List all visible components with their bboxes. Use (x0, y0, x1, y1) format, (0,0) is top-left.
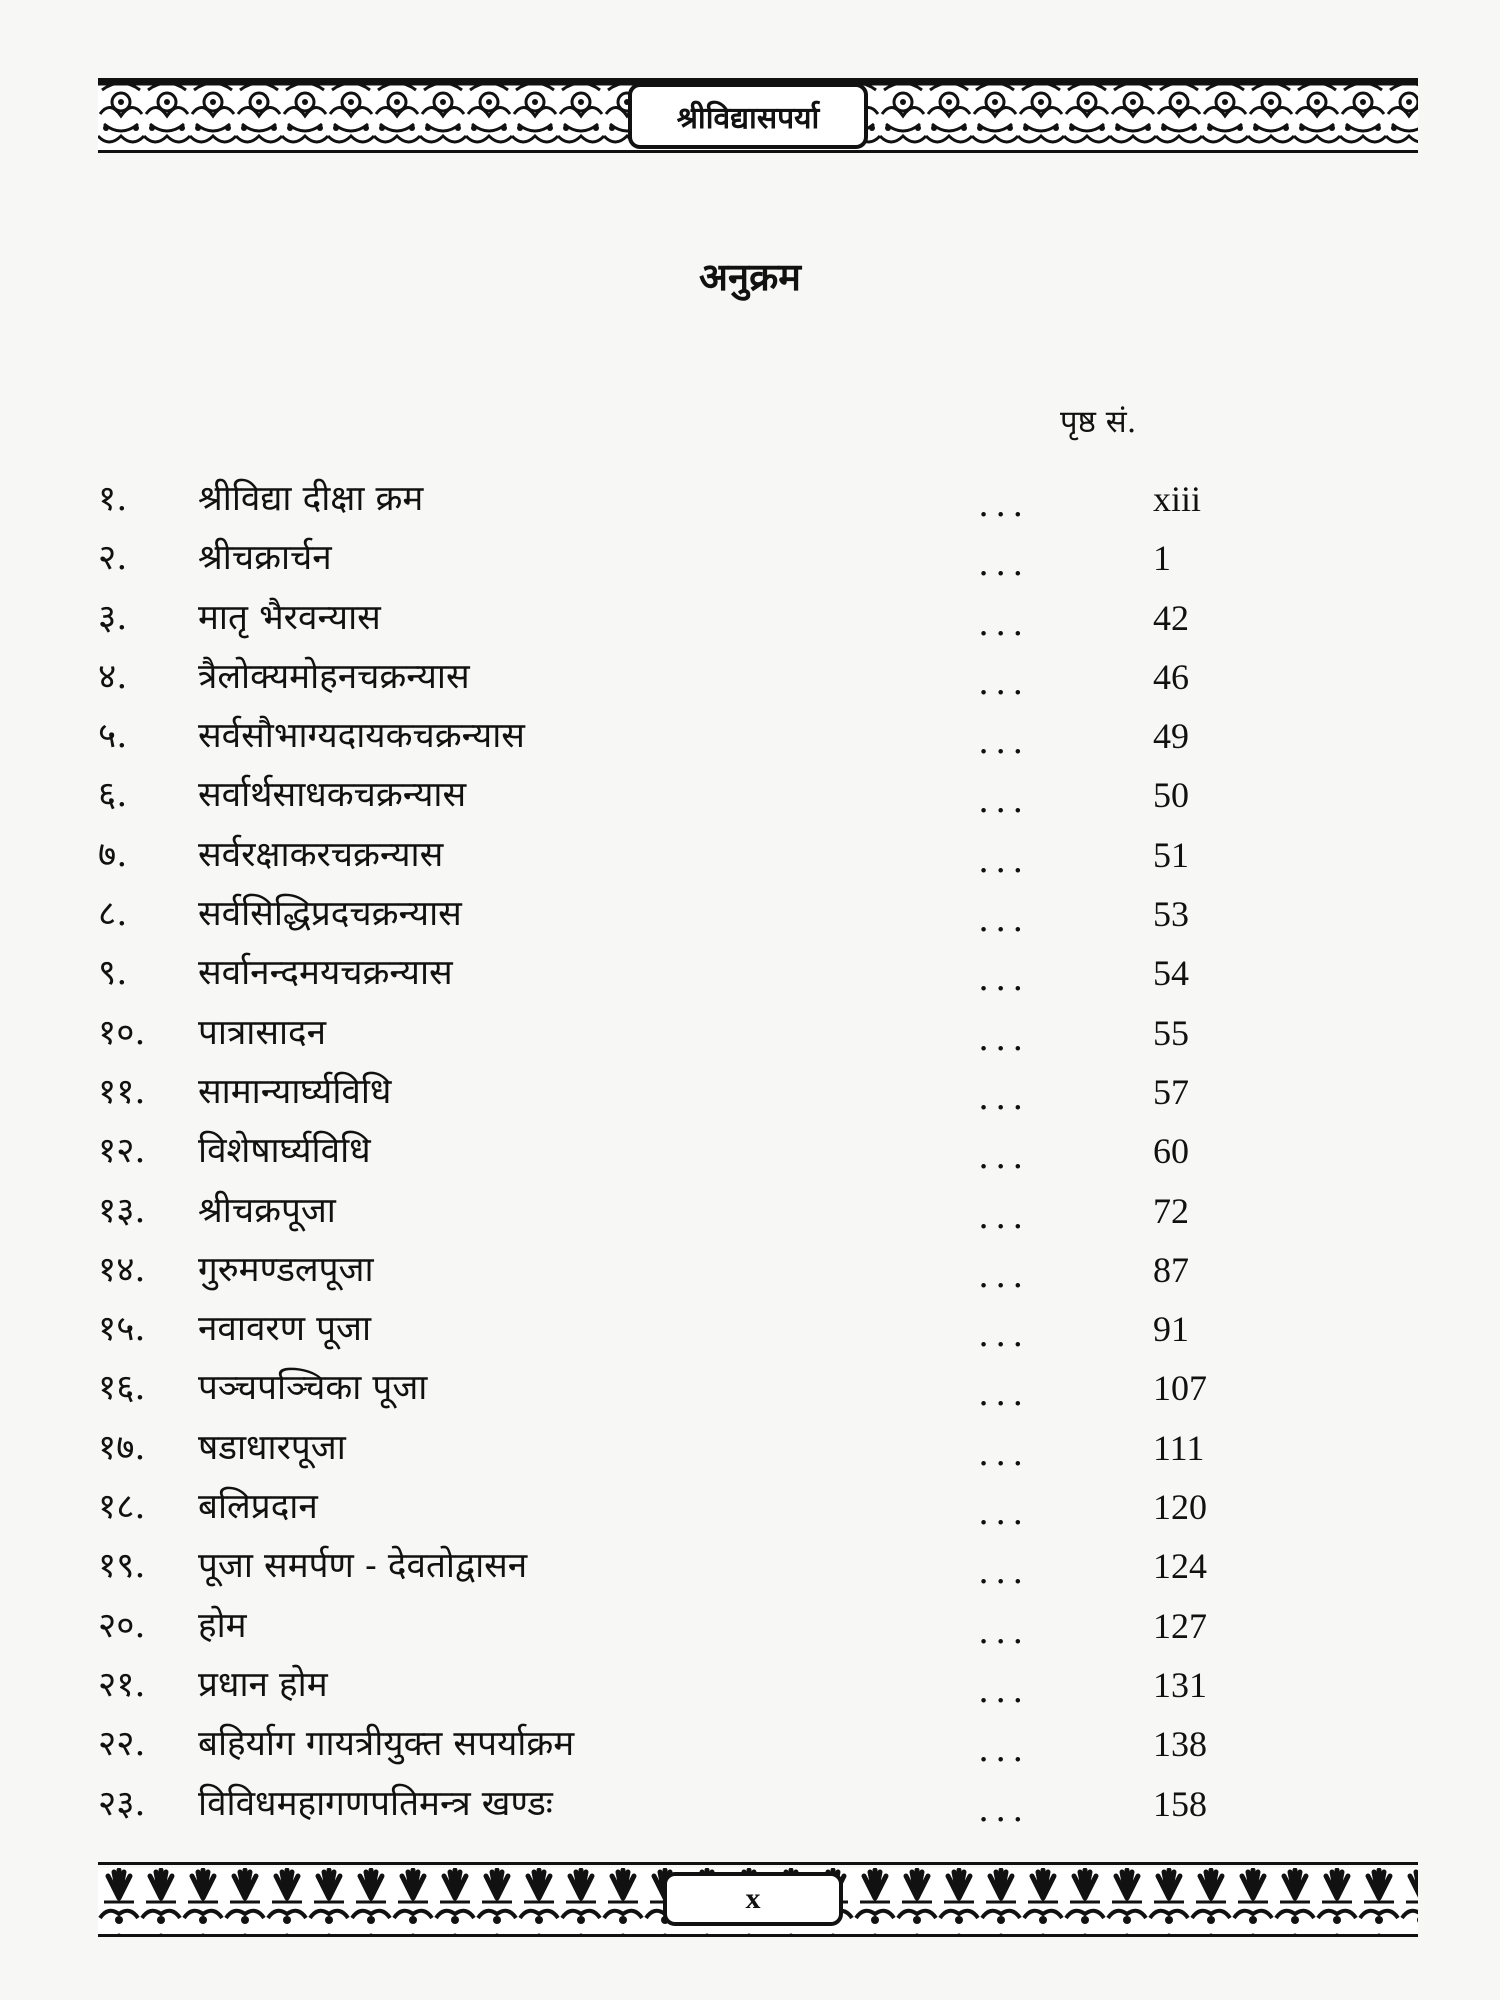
toc-entry-number: १३. (98, 1190, 146, 1231)
toc-leader-dots: ... (978, 1730, 1030, 1771)
toc-row (98, 1419, 1418, 1478)
toc-entry-page: 138 (1153, 1724, 1207, 1765)
toc-leader-dots: ... (978, 1670, 1030, 1711)
toc-entry-page: 51 (1153, 834, 1189, 875)
page-column-label: पृष्ठ सं. (1060, 404, 1137, 440)
header-ornament-band (98, 78, 1418, 158)
toc-row (98, 885, 1418, 944)
toc-row (98, 589, 1418, 648)
toc-leader-dots: ... (978, 1255, 1030, 1296)
toc-entry-title: षडाधारपूजा (198, 1427, 346, 1468)
toc-entry-number: ४. (98, 656, 128, 697)
toc-entry-title: सर्वसिद्धिप्रदचक्रन्यास (198, 894, 462, 935)
toc-entry-number: १५. (98, 1309, 146, 1350)
toc-entry-number: २०. (98, 1605, 146, 1646)
toc-entry-page: 127 (1153, 1605, 1207, 1646)
toc-row (98, 1656, 1418, 1715)
toc-entry-page: 111 (1153, 1427, 1205, 1468)
toc-entry-number: १४. (98, 1249, 146, 1290)
toc-entry-page: 107 (1153, 1368, 1207, 1409)
toc-entry-title: सर्वानन्दमयचक्रन्यास (198, 953, 453, 994)
toc-leader-dots: ... (978, 544, 1030, 585)
toc-entry-number: २३. (98, 1783, 146, 1824)
toc-entry-title: बलिप्रदान (198, 1487, 318, 1528)
toc-entry-title: पञ्चपञ्चिका पूजा (198, 1368, 428, 1409)
toc-entry-page: 72 (1153, 1190, 1189, 1231)
toc-entry-page: 42 (1153, 597, 1189, 638)
toc-leader-dots: ... (978, 781, 1030, 822)
toc-entry-number: ६. (98, 775, 128, 816)
toc-entry-title: बहिर्याग गायत्रीयुक्त सपर्याक्रम (198, 1724, 575, 1765)
toc-entry-page: 91 (1153, 1309, 1189, 1350)
toc-leader-dots: ... (978, 1433, 1030, 1474)
toc-entry-number: ११. (98, 1071, 146, 1112)
toc-row (98, 1300, 1418, 1359)
toc-row (98, 1715, 1418, 1774)
toc-entry-number: ८. (98, 894, 128, 935)
toc-entry-page: 87 (1153, 1249, 1189, 1290)
toc-leader-dots: ... (978, 1493, 1030, 1534)
toc-row (98, 470, 1418, 529)
toc-entry-number: १२. (98, 1131, 146, 1172)
toc-leader-dots: ... (978, 1077, 1030, 1118)
toc-entry-title: श्रीचक्रपूजा (198, 1190, 336, 1231)
toc-entry-page: 46 (1153, 656, 1189, 697)
toc-leader-dots: ... (978, 1374, 1030, 1415)
toc-leader-dots: ... (978, 1552, 1030, 1593)
toc-leader-dots: ... (978, 900, 1030, 941)
toc-leader-dots: ... (978, 1018, 1030, 1059)
header-title: श्रीविद्यासपर्या (628, 83, 868, 149)
toc-entry-page: 60 (1153, 1131, 1189, 1172)
toc-entry-page: 158 (1153, 1783, 1207, 1824)
toc-entry-title: सामान्यार्घ्यविधि (198, 1071, 392, 1112)
toc-leader-dots: ... (978, 722, 1030, 763)
toc-entry-title: विविधमहागणपतिमन्त्र खण्डः (198, 1783, 553, 1824)
toc-entry-title: सर्वसौभाग्यदायकचक्रन्यास (198, 716, 525, 757)
toc-leader-dots: ... (978, 1611, 1030, 1652)
toc-row (98, 1537, 1418, 1596)
toc-leader-dots: ... (978, 1789, 1030, 1830)
toc-entry-number: १. (98, 479, 128, 519)
toc-entry-title: सर्वरक्षाकरचक्रन्यास (198, 834, 444, 875)
toc-entry-page: 54 (1153, 953, 1189, 994)
footer-ornament-band (98, 1862, 1418, 1942)
toc-entry-page: 55 (1153, 1012, 1189, 1053)
toc-entry-number: १८. (98, 1487, 146, 1528)
toc-row (98, 766, 1418, 825)
toc-entry-title: होम (198, 1605, 247, 1646)
toc-entry-title: श्रीविद्या दीक्षा क्रम (198, 479, 424, 519)
toc-entry-title: पात्रासादन (198, 1012, 327, 1053)
toc-entry-number: ३. (98, 597, 128, 638)
toc-entry-title: मातृ भैरवन्यास (198, 597, 381, 638)
toc-row (98, 707, 1418, 766)
toc-entry-page: 50 (1153, 775, 1189, 816)
toc-entry-page: 120 (1153, 1487, 1207, 1528)
toc-row (98, 1359, 1418, 1418)
toc-row (98, 1775, 1418, 1834)
toc-entry-title: सर्वार्थसाधकचक्रन्यास (198, 775, 467, 816)
toc-entry-page: xiii (1153, 479, 1202, 519)
toc-leader-dots: ... (978, 959, 1030, 1000)
toc-entry-page: 53 (1153, 894, 1189, 935)
toc-entry-number: १९. (98, 1546, 146, 1587)
toc-leader-dots: ... (978, 1315, 1030, 1356)
toc-leader-dots: ... (978, 1137, 1030, 1178)
toc-leader-dots: ... (978, 1196, 1030, 1237)
toc-entry-number: ५. (98, 716, 128, 757)
toc-row (98, 648, 1418, 707)
toc-entry-number: २१. (98, 1664, 146, 1705)
toc-row (98, 1063, 1418, 1122)
toc-entry-page: 57 (1153, 1071, 1189, 1112)
toc-row (98, 1597, 1418, 1656)
toc-row (98, 529, 1418, 588)
toc-entry-number: १६. (98, 1368, 146, 1409)
toc-entry-page: 1 (1153, 538, 1171, 579)
toc-entry-number: १७. (98, 1427, 146, 1468)
toc-entry-title: पूजा समर्पण - देवतोद्वासन (198, 1546, 528, 1587)
toc-entry-title: विशेषार्घ्यविधि (198, 1131, 371, 1172)
toc-entry-number: ७. (98, 834, 128, 875)
toc-entry-page: 124 (1153, 1546, 1207, 1587)
toc-leader-dots: ... (978, 840, 1030, 881)
toc-entry-title: त्रैलोक्यमोहनचक्रन्यास (198, 656, 470, 697)
toc-row (98, 1182, 1418, 1241)
toc-row (98, 1241, 1418, 1300)
page-number: x (663, 1872, 843, 1926)
toc-entry-number: २२. (98, 1724, 146, 1765)
toc-leader-dots: ... (978, 662, 1030, 703)
table-of-contents (98, 470, 1418, 1834)
toc-row (98, 1478, 1418, 1537)
page-title: अनुक्रम (698, 254, 802, 299)
toc-entry-title: गुरुमण्डलपूजा (198, 1249, 374, 1290)
toc-entry-title: श्रीचक्रार्चन (198, 538, 332, 579)
toc-row (98, 1004, 1418, 1063)
toc-entry-title: नवावरण पूजा (198, 1309, 372, 1350)
toc-row (98, 944, 1418, 1003)
toc-entry-number: ९. (98, 953, 128, 994)
toc-entry-page: 49 (1153, 716, 1189, 757)
toc-entry-number: १०. (98, 1012, 146, 1053)
toc-entry-page: 131 (1153, 1664, 1207, 1705)
toc-leader-dots: ... (978, 603, 1030, 644)
toc-leader-dots: ... (978, 485, 1030, 525)
toc-entry-title: प्रधान होम (198, 1664, 328, 1705)
toc-entry-number: २. (98, 538, 128, 579)
toc-row (98, 1122, 1418, 1181)
toc-row (98, 826, 1418, 885)
